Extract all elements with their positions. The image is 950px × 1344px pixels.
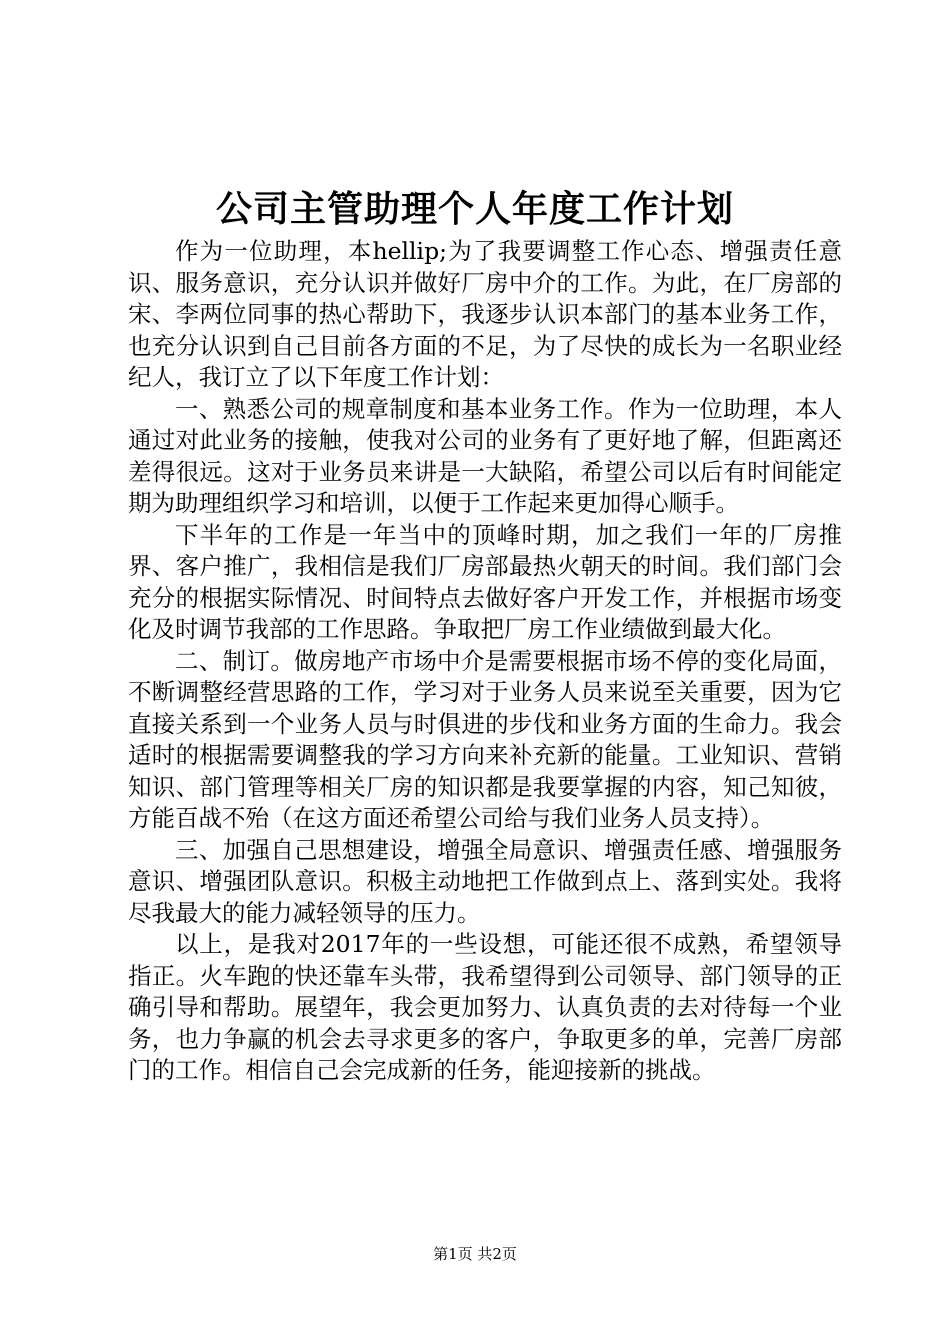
paragraph-item-1: 一、熟悉公司的规章制度和基本业务工作。作为一位助理，本人通过对此业务的接触，使我对公司的业务有了更好地了解，但距离还差得很远。这对于业务员来讲是一大缺陷，希望公司以后有时间能定期为助理组织学习和培训，以便于工作起来更加得心顺手。 (128, 394, 842, 517)
paragraph-item-3: 三、加强自己思想建设，增强全局意识、增强责任感、增强服务意识、增强团队意识。积极主动地把工作做到点上、落到实处。我将尽我最大的能力减轻领导的压力。 (128, 835, 842, 927)
paragraph-second-half: 下半年的工作是一年当中的顶峰时期，加之我们一年的厂房推界、客户推广，我相信是我们厂房部最热火朝天的时间。我们部门会充分的根据实际情况、时间特点去做好客户开发工作，并根据市场变化及时调节我部的工作思路。争取把厂房工作业绩做到最大化。 (128, 520, 842, 643)
page-number-footer: 第1页 共2页 (433, 1245, 517, 1263)
document-body (128, 236, 842, 1087)
paragraph-intro: 作为一位助理，本hellip;为了我要调整工作心态、增强责任意识、服务意识，充分认识并做好厂房中介的工作。为此，在厂房部的宋、李两位同事的热心帮助下，我逐步认识本部门的基本业务工作，也充分认识到自己目前各方面的不足，为了尽快的成长为一名职业经纪人，我订立了以下年度工作计划： (128, 237, 842, 391)
paragraph-conclusion: 以上，是我对2017年的一些设想，可能还很不成熟，希望领导指正。火车跑的快还靠车头带，我希望得到公司领导、部门领导的正确引导和帮助。展望年，我会更加努力、认真负责的去对待每一个业务，也力争赢的机会去寻求更多的客户，争取更多的单，完善厂房部门的工作。相信自己会完成新的任务，能迎接新的挑战。 (128, 930, 842, 1084)
paragraph-item-2: 二、制订。做房地产市场中介是需要根据市场不停的变化局面，不断调整经营思路的工作，学习对于业务人员来说至关重要，因为它直接关系到一个业务人员与时俱进的步伐和业务方面的生命力。我会适时的根据需要调整我的学习方向来补充新的能量。工业知识、营销知识、部门管理等相关厂房的知识都是我要掌握的内容，知己知彼，方能百战不殆（在这方面还希望公司给与我们业务人员支持）。 (128, 646, 842, 832)
document-title: 公司主管助理个人年度工作计划 (215, 188, 734, 230)
